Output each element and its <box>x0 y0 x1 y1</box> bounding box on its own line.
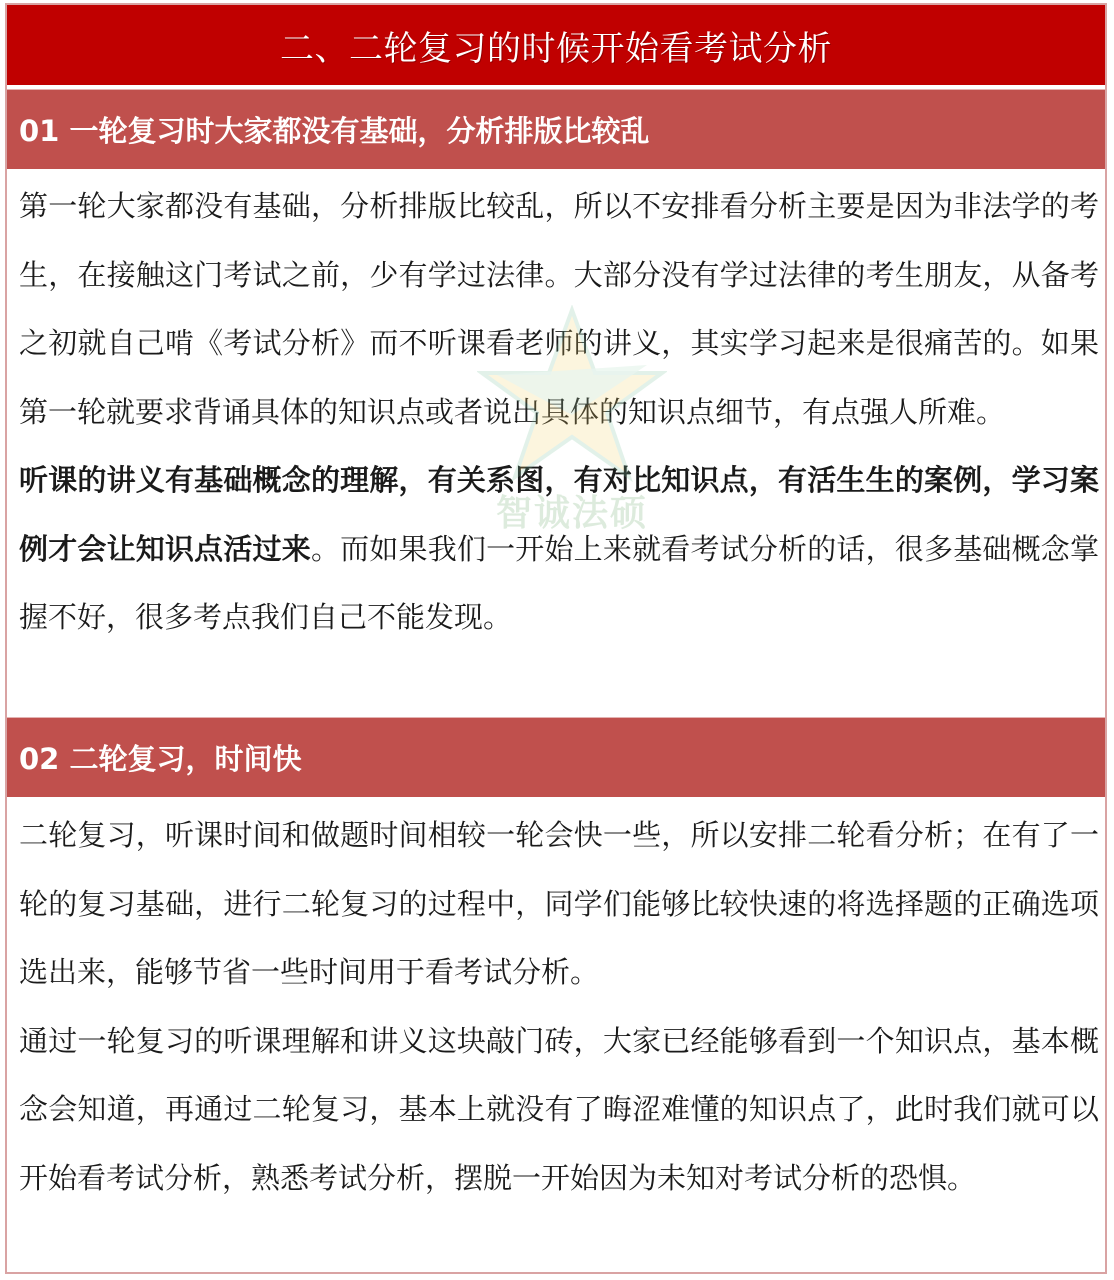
section-title: 02 二轮复习，时间快 <box>19 742 302 776</box>
document-page <box>5 3 1107 1274</box>
paragraph: 二轮复习，听课时间和做题时间相较一轮会快一些，所以安排二轮看分析；在有了一轮的复习基础，进行二轮复习的过程中，同学们能够比较快速的将选择题的正确选项选出来，能够节省一些时间用于看考试分析。 <box>19 818 1099 989</box>
section-body-01 <box>19 172 1099 652</box>
watermark-text: 智诚法硕 <box>495 492 648 534</box>
section-header-02 <box>7 717 1105 797</box>
section-title: 01 一轮复习时大家都没有基础，分析排版比较乱 <box>19 114 650 148</box>
emphasized-text: 听课的讲义有基础概念的理解，有关系图，有对比知识点，有活生生的案例，学习案例才会让知识点活过来 <box>19 463 1099 566</box>
paragraph-text: 。而如果我们一开始上来就看考试分析的话，很多基础概念掌握不好，很多考点我们自己不能发现。 <box>19 531 1099 634</box>
paragraph <box>19 446 1099 652</box>
paragraph: 通过一轮复习的听课理解和讲义这块敲门砖，大家已经能够看到一个知识点，基本概念会知道，再通过二轮复习，基本上就没有了晦涩难懂的知识点了，此时我们就可以开始看考试分析，熟悉考试分析，摆脱一开始因为未知对考试分析的恐惧。 <box>19 1023 1099 1195</box>
page-title-banner <box>7 5 1105 85</box>
paragraph: 第一轮大家都没有基础，分析排版比较乱，所以不安排看分析主要是因为非法学的考生，在接触这门考试之前，少有学过法律。大部分没有学过法律的考生朋友，从备考之初就自己啃《考试分析》而不听课看老师的讲义，其实学习起来是很痛苦的。如果第一轮就要求背诵具体的知识点或者说出具体的知识点细节，有点强人所难。 <box>19 189 1099 429</box>
section-body-02 <box>19 801 1099 1212</box>
section-header-01 <box>7 89 1105 169</box>
page-title: 二、二轮复习的时候开始看考试分析 <box>280 28 832 69</box>
